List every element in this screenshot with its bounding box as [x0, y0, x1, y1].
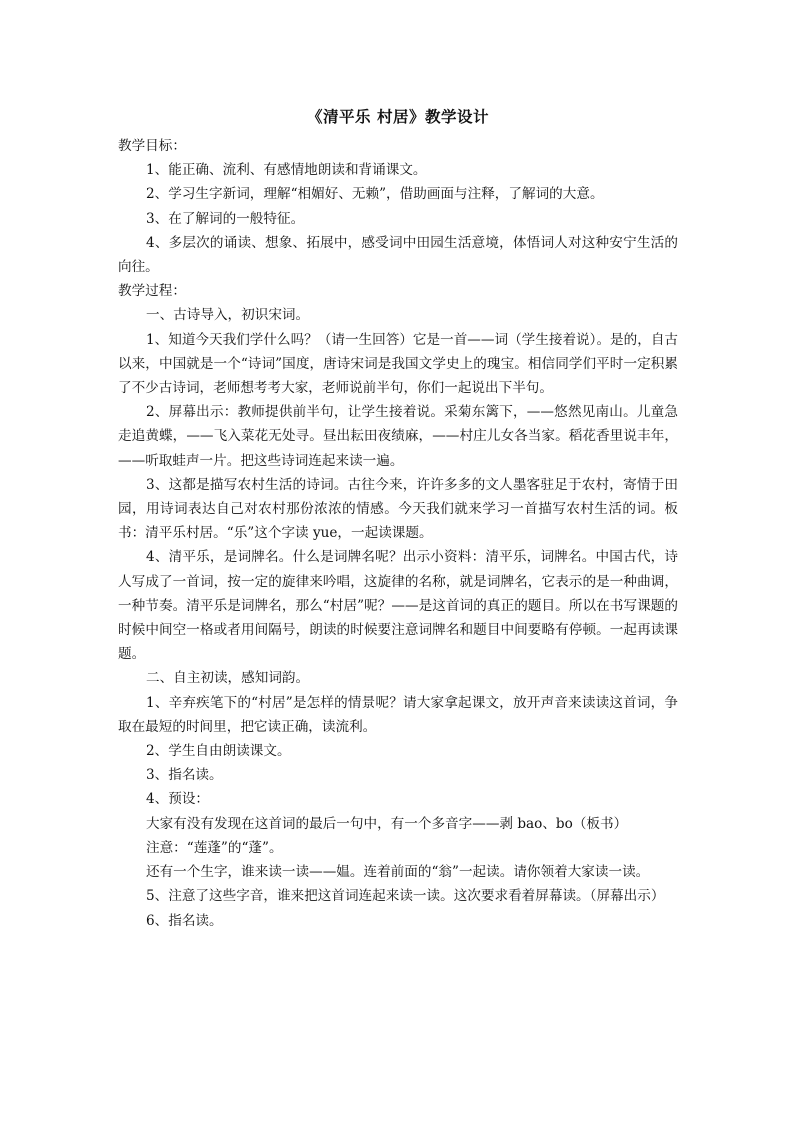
section-heading: 一、古诗导入，初识宋词。 — [146, 307, 310, 324]
document-page — [118, 104, 678, 933]
document-title: 《清平乐 村居》教学设计 — [307, 107, 489, 126]
paragraph: 2、学生自由朗读课文。 — [146, 743, 291, 760]
paragraph: 注意：“莲蓬”的“蓬”。 — [146, 839, 283, 856]
paragraph: 4、清平乐，是词牌名。什么是词牌名呢？出示小资料：清平乐，词牌名。中国古代，诗人写成了一首词，按一定的旋律来吟唱，这旋律的名称，就是词牌名，它表示的是一种曲调，一种节奏。清平乐是词牌名，那么“村居”呢？——是这首词的真正的题目。所以在书写课题的时候中间空一格或者用间隔号，朗读的时候要注意词牌名和题目中间要略有停顿。一起再读课题。 — [118, 549, 678, 663]
goal-item: 4、多层次的诵读、想象、拓展中，感受词中田园生活意境，体悟词人对这种安宁生活的向往。 — [118, 234, 678, 276]
goal-item: 2、学习生字新词，理解“相媚好、无赖”，借助画面与注释，了解词的大意。 — [146, 186, 604, 203]
goals-heading: 教学目标： — [118, 138, 186, 154]
section-heading: 二、自主初读，感知词韵。 — [146, 670, 310, 687]
paragraph: 6、指名读。 — [146, 912, 223, 929]
paragraph: 3、这都是描写农村生活的诗词。古往今来，许许多多的文人墨客驻足于农村，寄情于田园，用诗词表达自己对农村那份浓浓的情感。今天我们就来学习一首描写农村生活的词。板书：清平乐村居。“乐”这个字读 yue，一起读课题。 — [118, 476, 678, 542]
paragraph: 4、预设： — [146, 791, 210, 808]
paragraph: 大家有没有发现在这首词的最后一句中，有一个多音字——剥 bao、bo（板书） — [146, 815, 628, 832]
paragraph: 3、指名读。 — [146, 767, 223, 784]
goal-item: 1、能正确、流利、有感情地朗读和背诵课文。 — [146, 162, 427, 179]
goal-item: 3、在了解词的一般特征。 — [146, 210, 305, 227]
paragraph: 1、知道今天我们学什么吗？（请一生回答）它是一首——词（学生接着说）。是的，自古以来，中国就是一个“诗词”国度，唐诗宋词是我国文学史上的瑰宝。相信同学们平时一定积累了不少古诗词，老师想考考大家，老师说前半句，你们一起说出下半句。 — [118, 331, 679, 397]
process-heading: 教学过程： — [118, 283, 186, 300]
paragraph: 还有一个生字，谁来读一读——媪。连着前面的“翁”一起读。请你领着大家读一读。 — [146, 864, 650, 881]
paragraph: 2、屏幕出示：教师提供前半句，让学生接着说。采菊东篱下，——悠然见南山。儿童急走追黄蝶，——飞入菜花无处寻。昼出耘田夜绩麻，——村庄儿女各当家。稻花香里说丰年，——听取蛙声一片。把这些诗词连起来读一遍。 — [118, 404, 678, 469]
paragraph: 1、辛弃疾笔下的“村居”是怎样的情景呢？请大家拿起课文，放开声音来读读这首词，争取在最短的时间里，把它读正确，读流利。 — [118, 694, 678, 735]
paragraph: 5、注意了这些字音，谁来把这首词连起来读一读。这次要求看着屏幕读。（屏幕出示） — [146, 888, 665, 905]
